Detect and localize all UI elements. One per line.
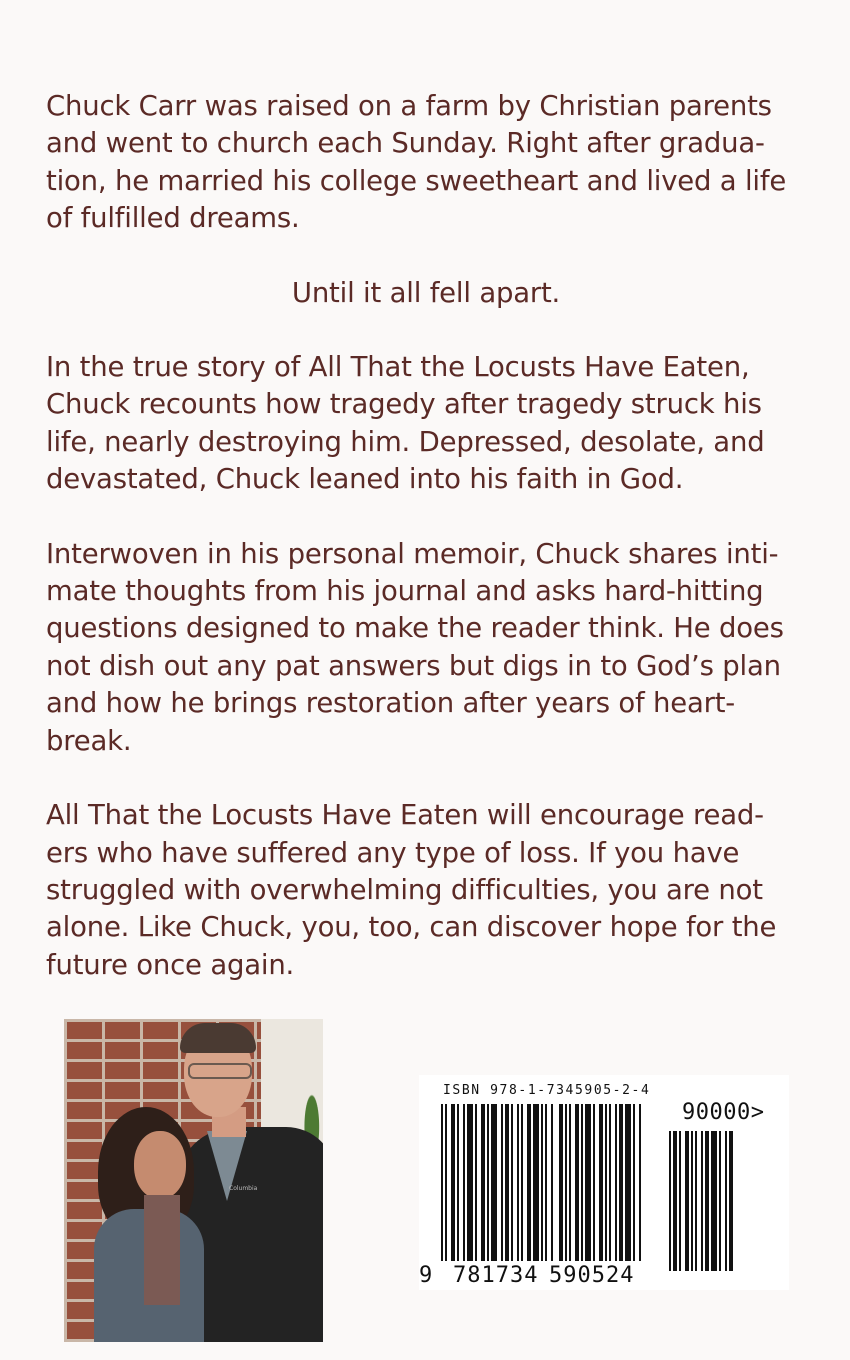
barcode-bar	[463, 1104, 465, 1261]
isbn-barcode	[419, 1075, 789, 1290]
barcode-bar	[457, 1104, 459, 1261]
barcode-digits-right: 590524	[549, 1263, 635, 1288]
blurb-paragraph-4: All That the Locusts Have Eaten will encourage read- ers who have suffered any type of loss. If you have struggled with overwhelming difficulties, you are not alone. Like Chuck, you, too, can discover hope for the future once again.	[46, 799, 777, 981]
barcode-bar	[695, 1131, 697, 1271]
barcode-bar	[639, 1104, 641, 1261]
barcode-bar	[445, 1104, 447, 1261]
barcode-bar	[467, 1104, 473, 1261]
blurb-paragraph-2: In the true story of All That the Locusts Have Eaten, Chuck recounts how tragedy after tragedy struck his life, nearly destroying him. Depressed, desolate, and devastated, Chuck leaned into his faith in God.	[46, 351, 765, 496]
author-photo	[64, 1019, 323, 1342]
barcode-bar	[481, 1104, 485, 1261]
barcode-bar	[685, 1131, 689, 1271]
barcode-bar	[719, 1131, 721, 1271]
barcode-bar	[511, 1104, 513, 1261]
barcode-bars-addon	[669, 1131, 749, 1271]
woman-face	[134, 1131, 186, 1199]
barcode-bar	[593, 1104, 595, 1261]
isbn-label: ISBN 978-1-7345905-2-4	[443, 1083, 651, 1098]
barcode-bar	[527, 1104, 531, 1261]
barcode-bar	[701, 1131, 703, 1271]
barcode-bar	[521, 1104, 523, 1261]
barcode-bar	[541, 1104, 543, 1261]
barcode-bar	[501, 1104, 503, 1261]
barcode-bar	[585, 1104, 591, 1261]
barcode-bar	[565, 1104, 567, 1261]
barcode-bar	[625, 1104, 631, 1261]
barcode-digits-left: 781734	[453, 1263, 539, 1288]
barcode-bar	[711, 1131, 717, 1271]
barcode-bar	[705, 1131, 709, 1271]
barcode-bar	[551, 1104, 553, 1261]
price-code: 90000>	[682, 1100, 765, 1125]
blurb-tagline: Until it all fell apart.	[291, 276, 561, 309]
barcode-bars-main	[441, 1104, 653, 1261]
blurb-paragraph-1: Chuck Carr was raised on a farm by Christian parents and went to church each Sunday. Right after gradua- tion, he married his college sweetheart and lived a life of fulfilled dreams.	[46, 90, 787, 235]
barcode-bar	[725, 1131, 727, 1271]
barcode-bar	[441, 1104, 443, 1261]
barcode-bar	[533, 1104, 539, 1261]
barcode-bar	[505, 1104, 509, 1261]
barcode-bar	[669, 1131, 671, 1271]
barcode-bar	[609, 1104, 611, 1261]
barcode-bar	[475, 1104, 477, 1261]
woman-scarf	[144, 1195, 180, 1305]
barcode-bar	[691, 1131, 693, 1271]
barcode-bar	[517, 1104, 519, 1261]
back-cover-blurb	[46, 88, 806, 1021]
barcode-bar	[575, 1104, 579, 1261]
glasses	[188, 1063, 252, 1079]
barcode-digit-first: 9	[419, 1263, 433, 1288]
barcode-bar	[633, 1104, 635, 1261]
barcode-bar	[581, 1104, 583, 1261]
barcode-bar	[491, 1104, 497, 1261]
man-hair	[180, 1023, 256, 1053]
barcode-bar	[679, 1131, 681, 1271]
barcode-bar	[599, 1104, 603, 1261]
barcode-bar	[569, 1104, 571, 1261]
jacket-logo: Columbia	[229, 1185, 258, 1192]
barcode-bar	[487, 1104, 489, 1261]
barcode-bar	[619, 1104, 623, 1261]
barcode-bar	[451, 1104, 455, 1261]
barcode-bar	[559, 1104, 563, 1261]
barcode-bar	[615, 1104, 617, 1261]
blurb-paragraph-3: Interwoven in his personal memoir, Chuck shares inti- mate thoughts from his journal and asks hard-hitting questions designed to make the reader think. He does not dish out any pat answers but digs in to God’s plan and how he brings restoration after years of heart- break.	[46, 537, 784, 757]
barcode-bar	[605, 1104, 607, 1261]
barcode-bar	[673, 1131, 677, 1271]
barcode-bar	[729, 1131, 733, 1271]
barcode-bar	[545, 1104, 547, 1261]
